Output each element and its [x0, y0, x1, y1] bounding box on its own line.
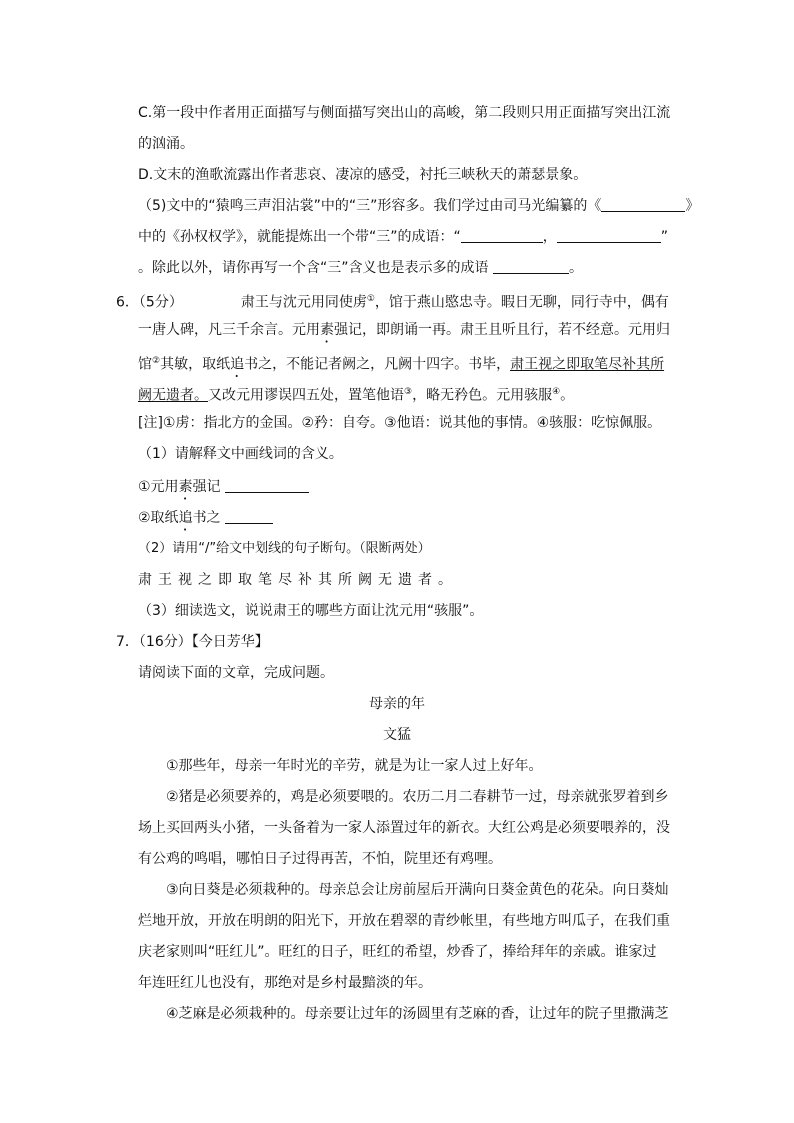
answer-blank[interactable] [225, 509, 273, 524]
answer-blank[interactable] [461, 228, 543, 243]
paragraph-3-line2: 烂地开放，开放在明朗的阳光下，开放在碧翠的青纱帐里，有些地方叫瓜子，在我们重 [138, 913, 670, 929]
option-d: D.文末的渔歌流露出作者悲哀、凄凉的感受，衬托三峡秋天的萧瑟景象。 [138, 167, 588, 183]
sub-question-3: （3）细读选文，说说肃王的哪些方面让沈元用“骇服”。 [138, 603, 484, 619]
paragraph-4-line1: ④芝麻是必须栽种的。母亲要让过年的汤圆里有芝麻的香，让过年的院子里撒满芝 [166, 1006, 669, 1022]
sub-question-5: （5)文中的“猿鸣三声泪沾裳”中的“三”形容多。我们学过由司马光编纂的《 》 [138, 198, 700, 214]
question-6-line1: 6．（5分） 肃王与沈元用同使虏①，馆于燕山愍忠寺。暇日无聊，同行寺中，偶有 [116, 294, 669, 311]
sub-question-2: （2）请用“/”给文中划线的句子断句。（限断两处） [138, 541, 431, 556]
paragraph-2-line1: ②猪是必须要养的，鸡是必须要喂的。农历二月二春耕节一过，母亲就张罗着到乡 [166, 789, 669, 805]
sub-question-1: （1）请解释文中画线词的含义。 [138, 446, 343, 462]
paragraph-2-line2: 场上买回两头小猪，一头备着为一家人添置过年的新衣。大红公鸡是必须要喂养的，没 [138, 820, 670, 836]
answer-blank[interactable] [557, 228, 661, 243]
annotations: [注]①虏：指北方的金国。②矜：自夸。③他语：说其他的事情。④骇服：吃惊佩服。 [138, 415, 662, 431]
sub-question-5-line2: 中的《孙权权学》，就能提炼出一个带“三”的成语：“ ， ” [138, 229, 669, 245]
underlined-sentence: 肃王视之即取笔尽补其所 [510, 356, 665, 373]
article-author: 文猛 [383, 727, 411, 743]
passage-line2: 一唐人碑，凡三千余言。元用素强记，即朗诵一再。肃王且听且行，若不经意。元用归 [138, 322, 670, 338]
option-c-continued: 的汹涌。 [138, 136, 194, 152]
paragraph-1: ①那些年，母亲一年时光的辛劳，就是为让一家人过上好年。 [166, 758, 543, 774]
answer-blank[interactable] [493, 259, 569, 274]
sub-question-1b: ②取纸追书之 [138, 508, 273, 534]
passage-line3: 馆②其敏，取纸追书之，不能记者阙之，凡阙十四字。书毕，肃王视之即取笔尽补其所 [138, 356, 665, 373]
question-7-instruction: 请阅读下面的文章，完成问题。 [138, 665, 334, 681]
paragraph-3-line3: 庆老家则叫“旺红儿”。旺红的日子，旺红的希望，炒香了，捧给拜年的亲戚。谁家过 [138, 944, 657, 960]
sub-question-1a: ①元用素强记 [138, 477, 309, 503]
paragraph-3-line4: 年连旺红儿也没有，那绝对是乡村最黯淡的年。 [138, 975, 432, 991]
answer-blank[interactable] [601, 197, 685, 212]
sub-question-5-line3: 。除此以外，请你再写一个含“三”含义也是表示多的成语 。 [138, 260, 583, 276]
question-6-number: 6．（5分） [116, 294, 183, 311]
underlined-sentence-end: 阙无遗者。 [138, 387, 208, 404]
answer-blank[interactable] [225, 478, 309, 493]
sentence-to-punctuate: 肃王视之即取笔尽补其所阙无遗者。 [138, 572, 458, 588]
paragraph-3-line1: ③向日葵是必须栽种的。母亲总会让房前屋后开满向日葵金黄色的花朵。向日葵灿 [166, 882, 669, 898]
paragraph-2-line3: 有公鸡的鸣唱，哪怕日子过得再苦，不怕，院里还有鸡哩。 [138, 851, 502, 867]
option-c: C.第一段中作者用正面描写与侧面描写突出山的高峻，第二段则只用正面描写突出江流 [138, 105, 671, 121]
question-7-header: 7．（16分）【今日芳华】 [116, 634, 269, 650]
passage-line4: 阙无遗者。又改元用谬误四五处，置笔他语③，略无矜色。元用骇服④。 [138, 387, 575, 404]
article-title: 母亲的年 [369, 696, 425, 712]
